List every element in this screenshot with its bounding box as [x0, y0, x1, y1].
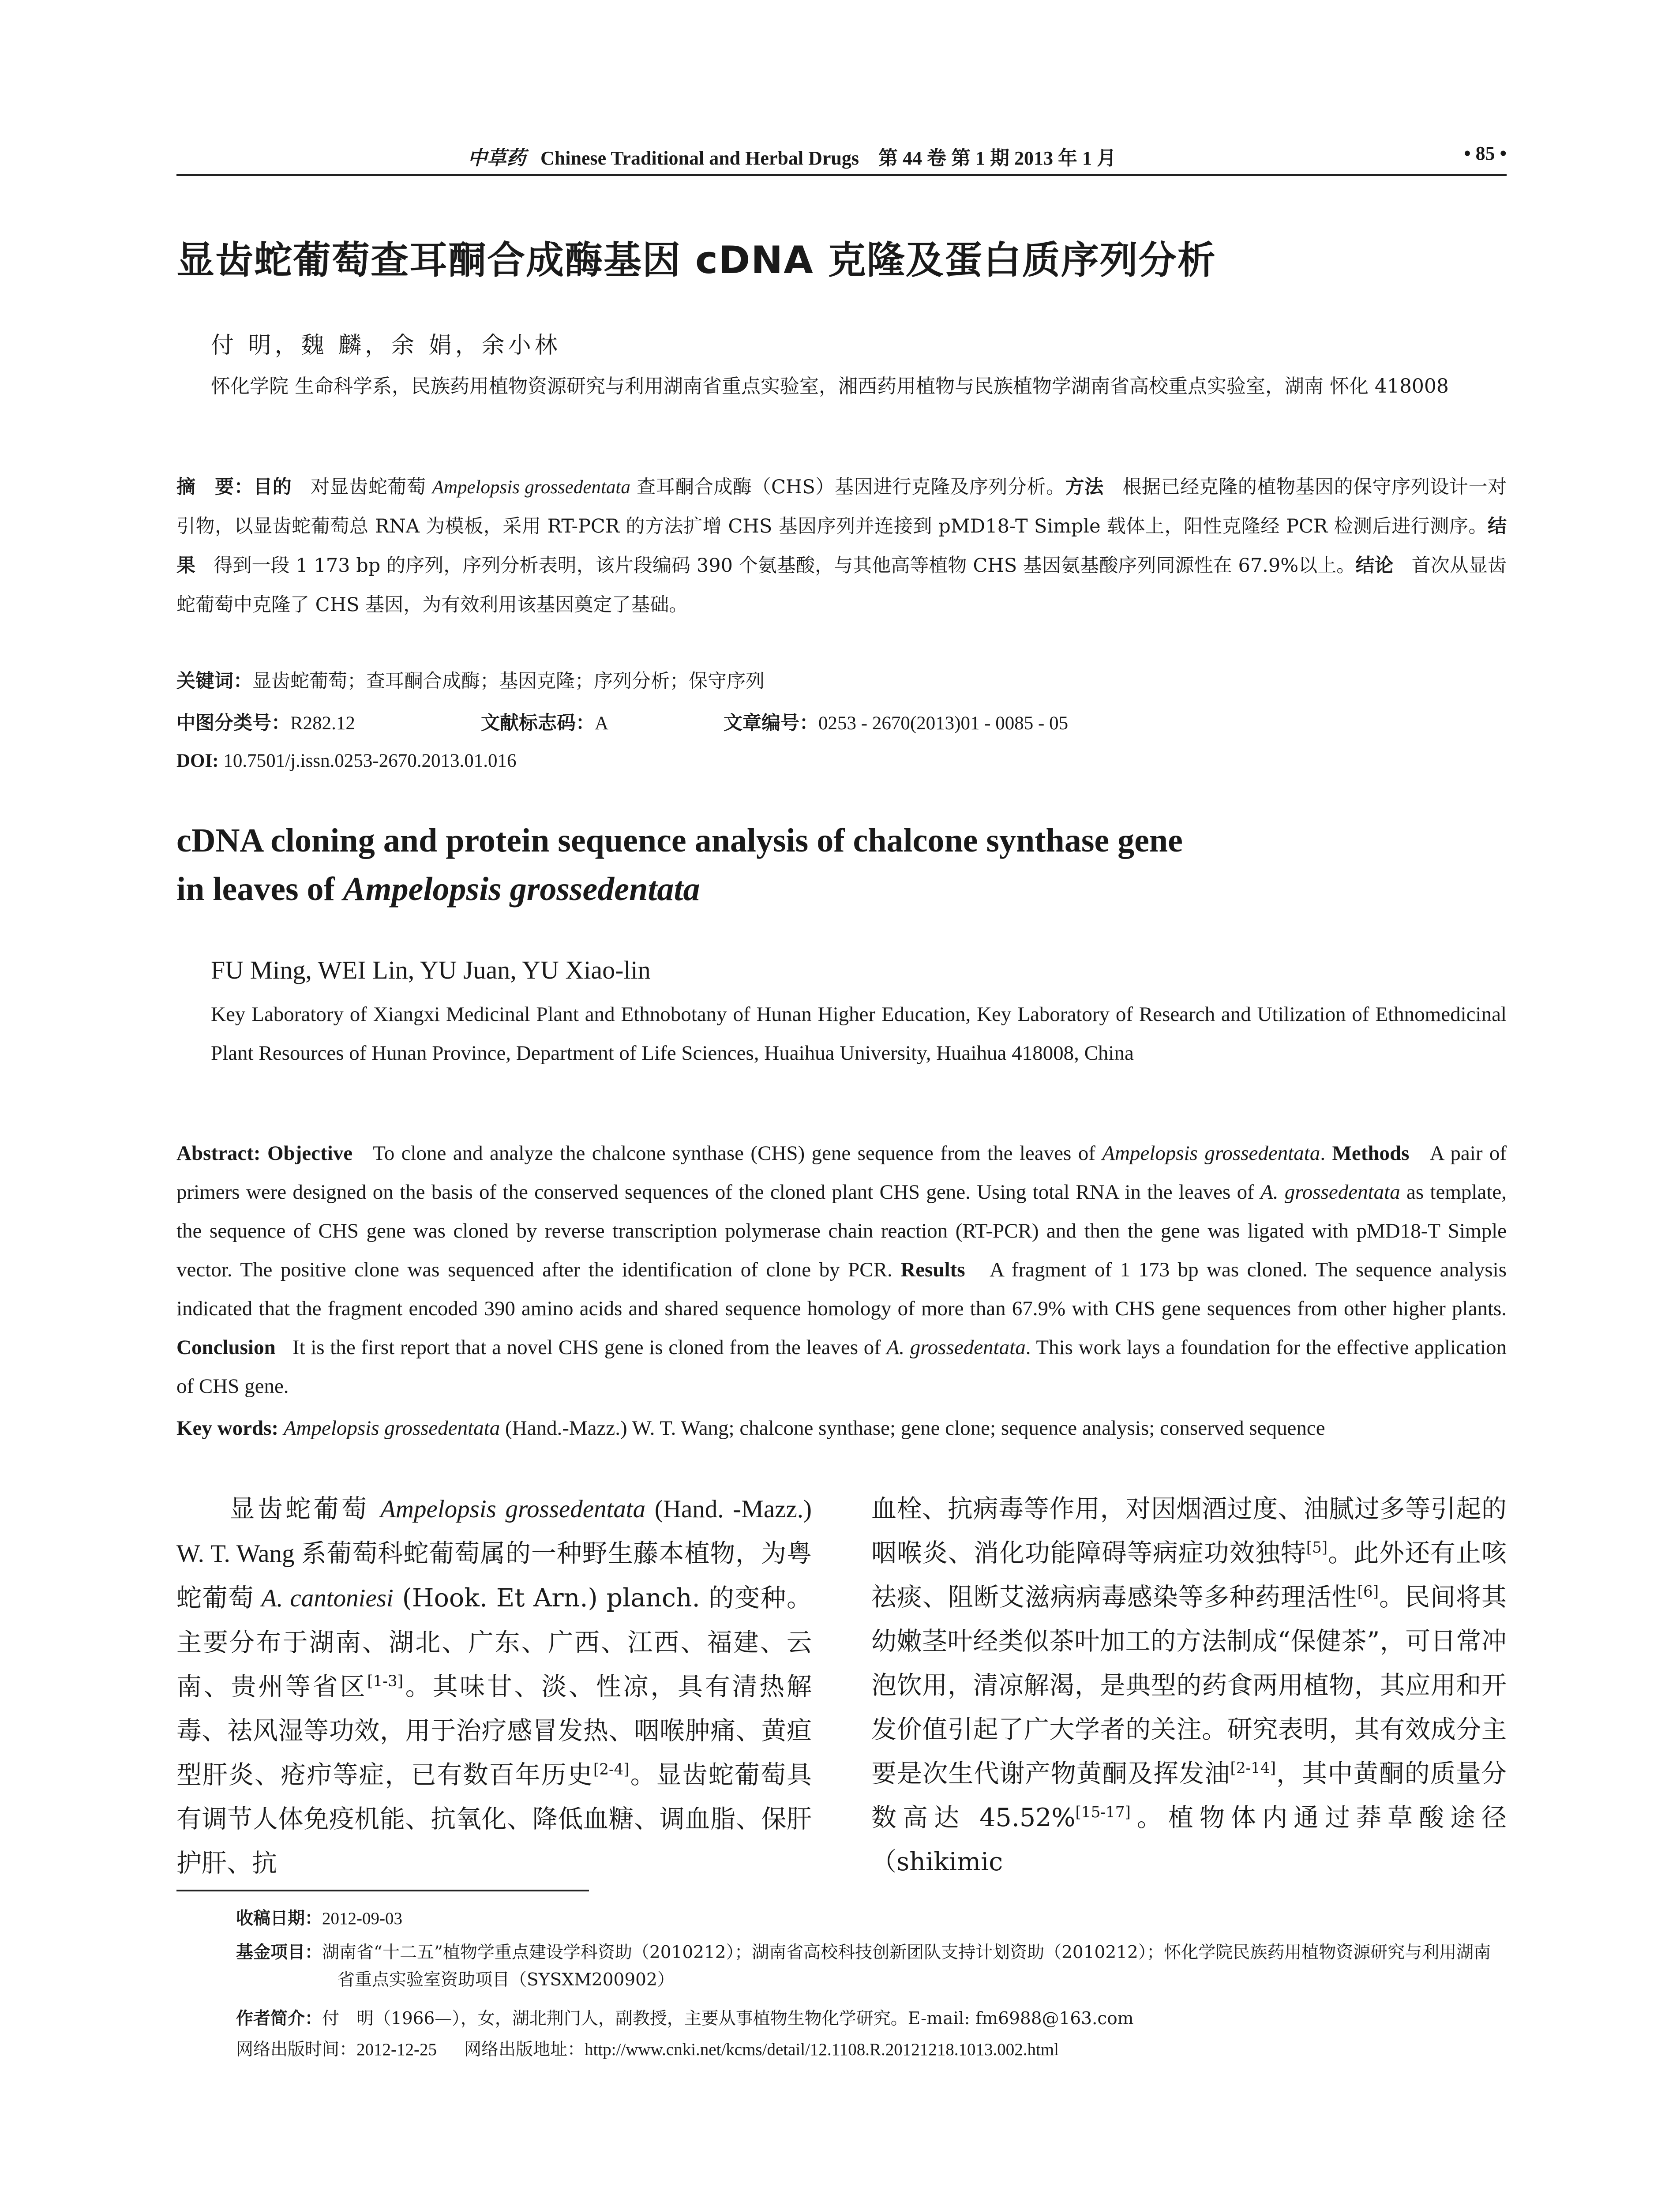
doc-value: A	[595, 713, 609, 734]
results-cn-text: 得到一段 1 173 bp 的序列，序列分析表明，该片段编码 390 个氨基酸，与其他高等植物 CHS 基因氨基酸序列同源性在 67.9%以上。	[214, 555, 1356, 577]
objective-cn-species: Ampelopsis grossedentata	[432, 477, 630, 498]
author-bio-text: 付 明（1966—），女，湖北荆门人，副教授，主要从事植物生物化学研究。E-mail: fm6988@163.com	[322, 2009, 1134, 2029]
conclusion-cn-text: 首次从显齿蛇葡萄中克隆了 CHS 基因，为有效利用该基因奠定了基础。	[176, 555, 1507, 616]
methods-en-species: A. grossedentata	[1260, 1181, 1400, 1204]
objective-en-text: To clone and analyze the chalcone synthase (CHS) gene sequence from the leaves of	[373, 1142, 1102, 1165]
journal-name-en: Chinese Traditional and Herbal Drugs	[540, 147, 859, 169]
fund-label: 基金项目：	[236, 1943, 322, 1962]
received-date: 2012-09-03	[322, 1909, 402, 1928]
affiliation-en: Key Laboratory of Xiangxi Medicinal Plant and Ethnobotany of Hunan Higher Education, Key Laboratory of Research and Utilization of Ethnomedicinal Plant Resources of Hunan Province, Department of Life Sciences, Huaihua University, Huaihua 418008, China	[211, 1003, 1507, 1065]
conclusion-cn-label: 结论	[1355, 555, 1394, 577]
online-url-label: 网络出版地址：	[464, 2040, 585, 2060]
footnote-received	[236, 1905, 1507, 1932]
title-cn: 显齿蛇葡萄查耳酮合成酶基因 cDNA 克隆及蛋白质序列分析	[176, 238, 1216, 282]
header-rule	[176, 174, 1507, 176]
running-header	[176, 142, 1507, 173]
footnote-rule	[176, 1890, 589, 1891]
objective-cn-text-end: 查耳酮合成酶（CHS）基因进行克隆及序列分析。	[630, 476, 1065, 498]
authors-en: FU Ming, WEI Lin, YU Juan, YU Xiao-lin	[211, 956, 651, 984]
footnote-fund	[236, 1939, 1507, 1994]
objective-en-end: .	[1320, 1142, 1326, 1165]
keywords-en-species: Ampelopsis grossedentata	[283, 1417, 500, 1440]
methods-en-text: A pair of primers were designed on the basis of the conserved sequences of the cloned plant CHS gene. Using total RNA in the leaves of	[176, 1142, 1507, 1204]
citation-ref: [2-14]	[1230, 1760, 1276, 1777]
page-number: • 85 •	[1464, 143, 1507, 164]
body-left-text-4: 。其味甘、淡、性凉，具有清热解毒、祛风湿等功效，用于治疗感冒发热、咽喉肿痛、黄疸型肝炎、疮疖等症，已有数百年历史	[176, 1672, 812, 1790]
document-code	[481, 708, 608, 735]
doi	[176, 750, 516, 772]
citation-ref: [1-3]	[367, 1673, 403, 1690]
citation-ref: [6]	[1357, 1583, 1379, 1601]
results-en-text: A fragment of 1 173 bp was cloned. The sequence analysis indicated that the fragment encoded 390 amino acids and shared sequence homology of more than 67.9% with CHS gene sequences from other higher plants.	[176, 1258, 1507, 1320]
keywords-en	[176, 1416, 1325, 1440]
methods-en-label: Methods	[1332, 1142, 1410, 1165]
keywords-cn-label: 关键词：	[176, 670, 252, 692]
body-left-text-2: (Hand. -Mazz.) W. T. Wang 系葡萄科蛇葡萄属的一种野生藤本植物，为粤蛇葡萄	[176, 1495, 812, 1612]
abstract-en	[176, 1134, 1507, 1406]
journal-line	[468, 142, 1116, 170]
article-label: 文章编号：	[724, 712, 818, 734]
fund-text: 湖南省“十二五”植物学重点建设学科资助（2010212）；湖南省高校科技创新团队支持计划资助（2010212）；怀化学院民族药用植物资源研究与利用湖南省重点实验室资助项目（SYSXM200902）	[322, 1943, 1491, 1990]
keywords-cn-text: 显齿蛇葡萄；查耳酮合成酶；基因克隆；序列分析；保守序列	[252, 670, 765, 692]
author-bio-label: 作者简介：	[236, 2009, 322, 2029]
article-value: 0253 - 2670(2013)01 - 0085 - 05	[818, 713, 1069, 734]
objective-cn-text: 对显齿蛇葡萄	[311, 476, 432, 498]
doc-label: 文献标志码：	[481, 712, 595, 734]
title-en	[176, 816, 1507, 913]
clc-number	[176, 708, 355, 735]
article-number	[724, 708, 1068, 735]
objective-en-species: Ampelopsis grossedentata	[1102, 1142, 1320, 1165]
doi-label: DOI:	[176, 750, 219, 771]
results-en-label: Results	[900, 1258, 965, 1281]
abstract-cn-label: 摘 要：	[176, 476, 254, 498]
citation-ref: [15-17]	[1075, 1804, 1131, 1821]
abstract-en-label: Abstract: Objective	[176, 1142, 353, 1165]
body-right-text-3: 。民间将其幼嫩茎叶经类似茶叶加工的方法制成“保健茶”，可日常冲泡饮用，清凉解渴，是典型的药食两用植物，其应用和开发价值引起了广大学者的关注。研究表明，其有效成分主要是次生代谢产物黄酮及挥发油	[871, 1583, 1507, 1788]
methods-cn-label: 方法	[1065, 476, 1104, 498]
conclusion-en-label: Conclusion	[176, 1336, 276, 1359]
title-en-line2-text: in leaves of	[176, 870, 343, 908]
body-right-text-5: 。植物体内通过莽草酸途径（shikimic	[871, 1803, 1507, 1876]
citation-ref: [2-4]	[593, 1761, 630, 1778]
abstract-cn	[176, 468, 1507, 625]
body-right-text-1: 血栓、抗病毒等作用，对因烟酒过度、油腻过多等引起的咽喉炎、消化功能障碍等病症功效独特	[871, 1494, 1507, 1568]
title-en-species: Ampelopsis grossedentata	[343, 870, 700, 908]
clc-value: R282.12	[290, 713, 355, 734]
body-left-text-5: 。显齿蛇葡萄具有调节人体免疫机能、抗氧化、降低血糖、调血脂、保肝护肝、抗	[176, 1760, 812, 1878]
received-label: 收稿日期：	[236, 1909, 322, 1928]
online-date: 2012-12-25	[356, 2040, 437, 2059]
keywords-en-text: (Hand.-Mazz.) W. T. Wang; chalcone synthase; gene clone; sequence analysis; conserved sequence	[500, 1417, 1325, 1440]
body-left-species: Ampelopsis grossedentata	[380, 1495, 646, 1523]
title-en-line1: cDNA cloning and protein sequence analysis of chalcone synthase gene	[176, 822, 1183, 859]
body-right-text-2: 。此外还有止咳祛痰、阻断艾滋病病毒感染等多种药理活性	[871, 1538, 1507, 1612]
doi-value: 10.7501/j.issn.0253-2670.2013.01.016	[223, 750, 517, 771]
title-en-line2	[176, 865, 1507, 913]
issue-info: 第 44 卷 第 1 期 2013 年 1 月	[878, 147, 1117, 169]
conclusion-en-species: A. grossedentata	[886, 1336, 1026, 1359]
affiliation-cn: 怀化学院 生命科学系，民族药用植物资源研究与利用湖南省重点实验室，湘西药用植物与民族植物学湖南省高校重点实验室，湖南 怀化 418008	[211, 375, 1449, 398]
online-date-label: 网络出版时间：	[236, 2040, 357, 2060]
clc-label: 中图分类号：	[176, 712, 290, 734]
conclusion-en-text: It is the first report that a novel CHS gene is cloned from the leaves of	[292, 1336, 887, 1359]
objective-cn-label: 目的	[253, 476, 292, 498]
methods-cn-text: 根据已经克隆的植物基因的保守序列设计一对引物，以显齿蛇葡萄总 RNA 为模板，采用 RT-PCR 的方法扩增 CHS 基因序列并连接到 pMD18-T Simple 载体上，阳性克隆经 PCR 检测后进行测序。	[176, 476, 1507, 537]
body-right-text-4: ，其中黄酮的质量分数高达 45.52%	[871, 1759, 1507, 1832]
authors-cn: 付 明，魏 麟，余 娟，余小林	[211, 332, 561, 359]
methods-en-text-end: as template, the sequence of CHS gene was cloned by reverse transcription polymerase chain reaction (RT-PCR) and then the gene was ligated with pMD18-T Simple vector. The positive clone was sequenced after the identification of clone by PCR.	[176, 1181, 1507, 1281]
body-left-text-1: 显齿蛇葡萄	[227, 1494, 380, 1523]
footnote-online	[236, 2036, 1507, 2063]
body-left-species-2: A. cantoniesi	[261, 1584, 394, 1612]
keywords-cn	[176, 666, 765, 693]
online-url[interactable]: http://www.cnki.net/kcms/detail/12.1108.R.20121218.1013.002.html	[585, 2040, 1059, 2059]
body-column-left	[176, 1487, 812, 1885]
body-left-text-3: (Hook. Et Arn.) planch. 的变种。主要分布于湖南、湖北、广东、广西、江西、福建、云南、贵州等省区	[176, 1583, 812, 1701]
footnote-author	[236, 2005, 1507, 2033]
conclusion-en-text-end: . This work lays a foundation for the effective application of CHS gene.	[176, 1336, 1507, 1398]
keywords-en-label: Key words:	[176, 1417, 279, 1440]
results-cn-label: 结果	[176, 515, 1507, 577]
citation-ref: [5]	[1306, 1539, 1328, 1557]
body-column-right	[871, 1487, 1507, 1884]
journal-name-cn: 中草药	[468, 147, 526, 169]
